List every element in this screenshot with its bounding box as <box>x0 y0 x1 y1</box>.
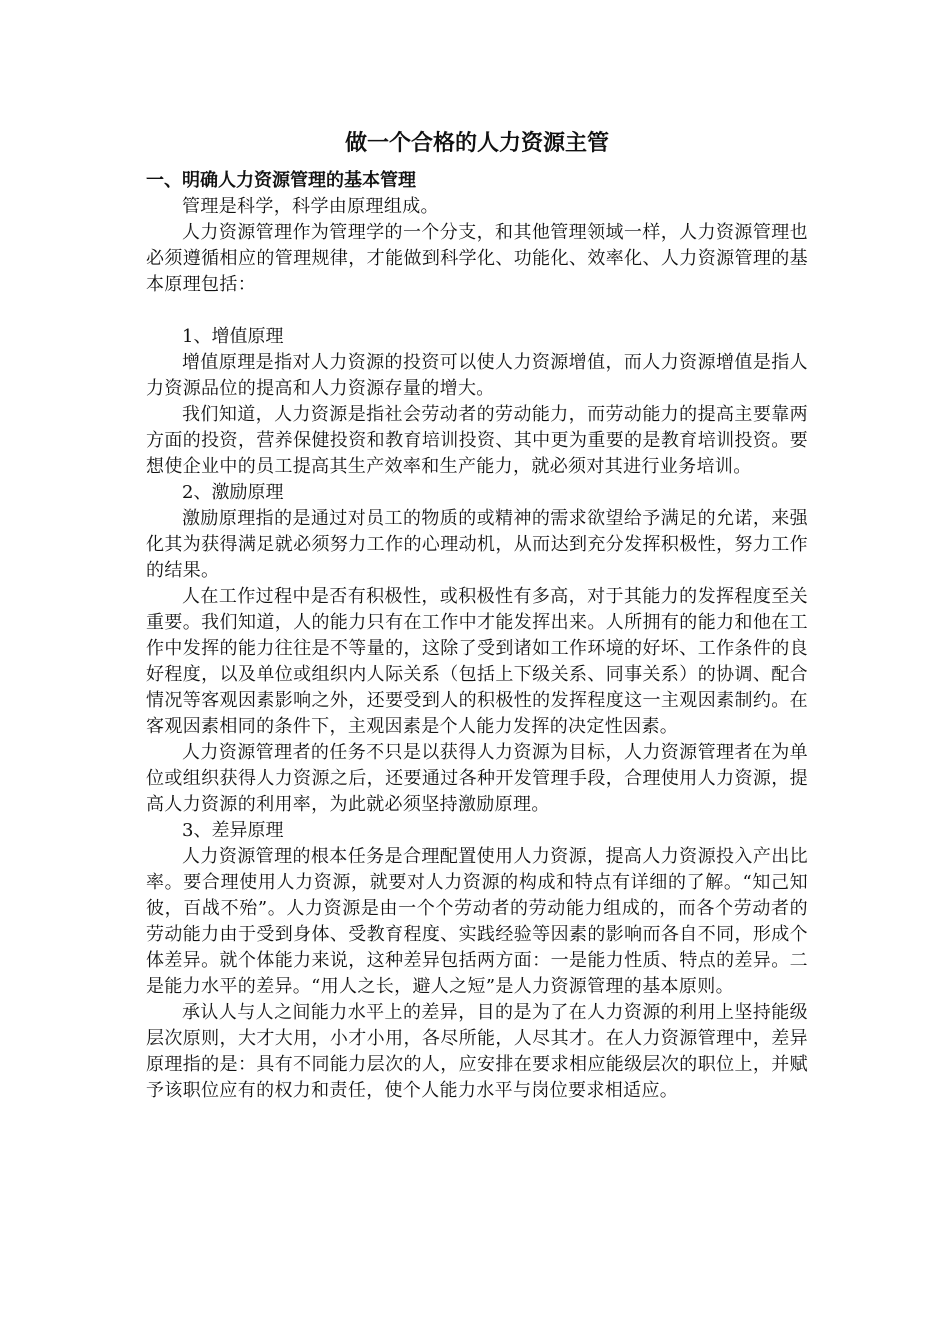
intro-paragraph: 管理是科学，科学由原理组成。 <box>182 196 439 217</box>
principle-heading: 1、增值原理 <box>182 326 284 347</box>
body-paragraph: 激励原理指的是通过对员工的物质的或精神的需求欲望给予满足的允诺，来强化其为获得满足就必须努力工作的心理动机，从而达到充分发挥积极性，努力工作的结果。 <box>146 508 808 581</box>
blank-line <box>146 298 808 324</box>
body-paragraph: 人在工作过程中是否有积极性，或积极性有多高，对于其能力的发挥程度至关重要。我们知道，人的能力只有在工作中才能发挥出来。人所拥有的能力和他在工作中发挥的能力往往是不等量的，这除了受到诸如工作环境的好坏、工作条件的良好程度，以及单位或组织内人际关系（包括上下级关系、同事关系）的协调、配合情况等客观因素影响之外，还要受到人的积极性的发挥程度这一主观因素制约。在客观因素相同的条件下，主观因素是个人能力发挥的决定性因素。 <box>146 586 808 737</box>
principle-heading: 2、激励原理 <box>182 482 284 503</box>
document-title: 做一个合格的人力资源主管 <box>344 131 609 156</box>
body-paragraph: 我们知道，人力资源是指社会劳动者的劳动能力，而劳动能力的提高主要靠两方面的投资，营养保健投资和教育培训投资、其中更为重要的是教育培训投资。要想使企业中的员工提高其生产效率和生产能力，就必须对其进行业务培训。 <box>146 404 808 477</box>
principle-heading: 3、差异原理 <box>182 820 284 841</box>
body-paragraph: 增值原理是指对人力资源的投资可以使人力资源增值，而人力资源增值是指人力资源品位的提高和人力资源存量的增大。 <box>146 352 808 399</box>
document-page <box>146 128 808 1104</box>
body-paragraph: 承认人与人之间能力水平上的差异，目的是为了在人力资源的利用上坚持能级层次原则，大才大用，小才小用，各尽所能，人尽其才。在人力资源管理中，差异原理指的是：具有不同能力层次的人，应安排在要求相应能级层次的职位上，并赋予该职位应有的权力和责任，使个人能力水平与岗位要求相适应。 <box>146 1002 808 1101</box>
intro-paragraph: 人力资源管理作为管理学的一个分支，和其他管理领域一样，人力资源管理也必须遵循相应的管理规律，才能做到科学化、功能化、效率化、人力资源管理的基本原理包括： <box>146 222 808 295</box>
body-paragraph: 人力资源管理的根本任务是合理配置使用人力资源，提高人力资源投入产出比率。要合理使用人力资源，就要对人力资源的构成和特点有详细的了解。“知己知彼，百战不殆”。人力资源是由一个个劳动者的劳动能力组成的，而各个劳动者的劳动能力由于受到身体、受教育程度、实践经验等因素的影响而各自不同，形成个体差异。就个体能力来说，这种差异包括两方面：一是能力性质、特点的差异。二是能力水平的差异。“用人之长，避人之短”是人力资源管理的基本原则。 <box>146 846 808 997</box>
section-heading: 一、明确人力资源管理的基本管理 <box>146 170 416 191</box>
body-paragraph: 人力资源管理者的任务不只是以获得人力资源为目标，人力资源管理者在为单位或组织获得人力资源之后，还要通过各种开发管理手段，合理使用人力资源，提高人力资源的利用率，为此就必须坚持激励原理。 <box>146 742 808 815</box>
